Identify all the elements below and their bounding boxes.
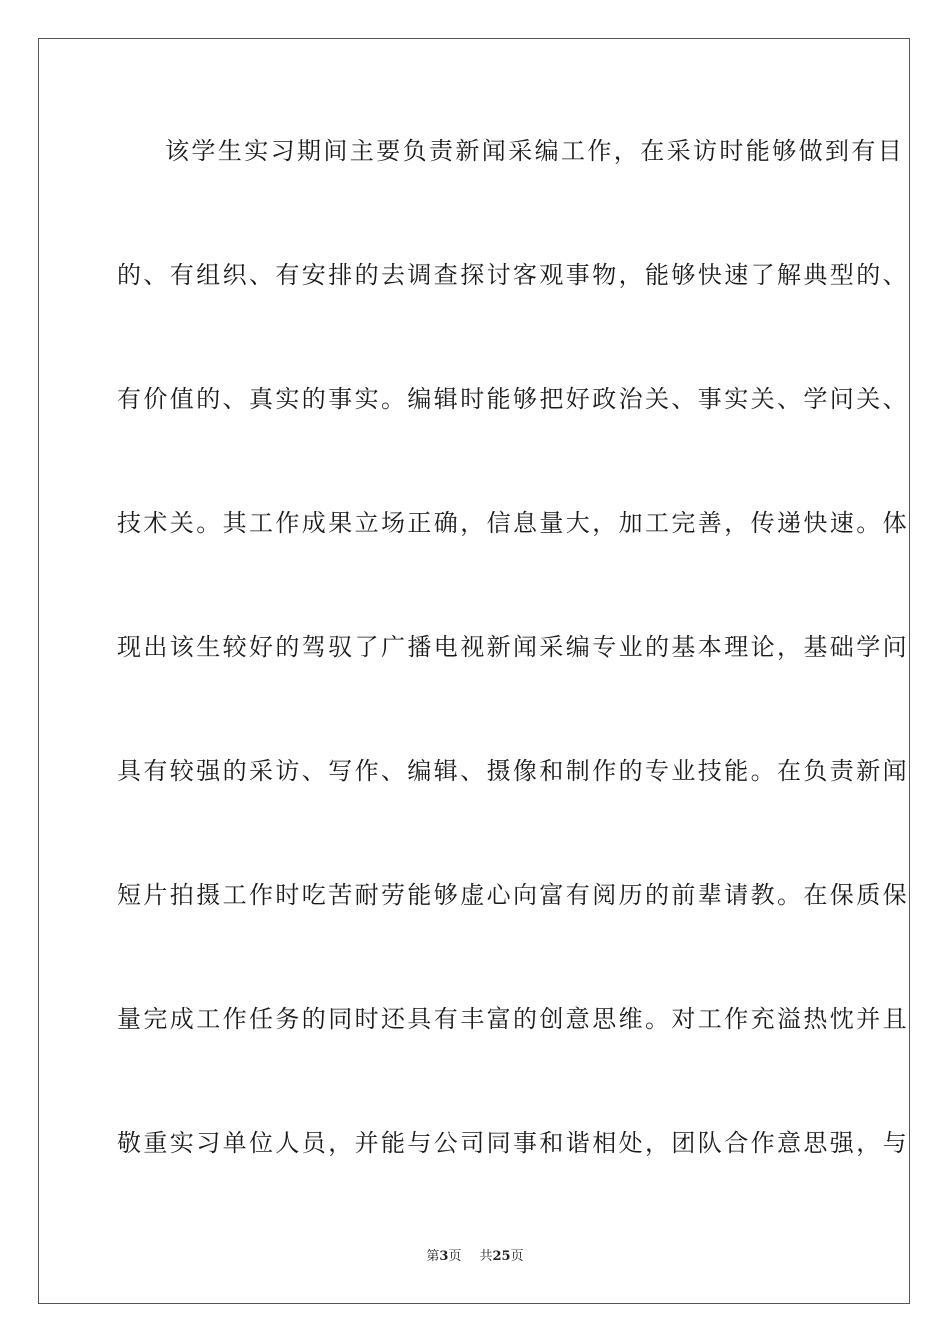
page-number: 3 xyxy=(439,1249,449,1264)
text-line: 有价值的、真实的事实。编辑时能够把好政治关、事实关、学问关、 xyxy=(117,385,909,413)
page-prefix: 第 xyxy=(426,1249,440,1264)
text-line: 的、有组织、有安排的去调查探讨客观事物，能够快速了解典型的、 xyxy=(117,261,909,289)
total-suffix: 页 xyxy=(510,1249,524,1264)
text-line: 该学生实习期间主要负责新闻采编工作，在采访时能够做到有目 xyxy=(165,137,905,165)
total-prefix: 共 xyxy=(479,1249,493,1264)
text-line: 短片拍摄工作时吃苦耐劳能够虚心向富有阅历的前辈请教。在保质保 xyxy=(117,881,909,909)
text-line: 量完成工作任务的同时还具有丰富的创意思维。对工作充溢热忱并且 xyxy=(117,1005,909,1033)
text-line: 具有较强的采访、写作、编辑、摄像和制作的专业技能。在负责新闻 xyxy=(117,757,909,785)
total-pages: 25 xyxy=(492,1249,511,1264)
text-line: 现出该生较好的驾驭了广播电视新闻采编专业的基本理论，基础学问 xyxy=(117,633,909,661)
page-suffix: 页 xyxy=(448,1249,462,1264)
page-footer xyxy=(0,1248,950,1266)
text-line: 技术关。其工作成果立场正确，信息量大，加工完善，传递快速。体 xyxy=(117,509,909,537)
text-line: 敬重实习单位人员，并能与公司同事和谐相处，团队合作意思强，与 xyxy=(117,1129,909,1157)
page-border xyxy=(38,38,910,1304)
